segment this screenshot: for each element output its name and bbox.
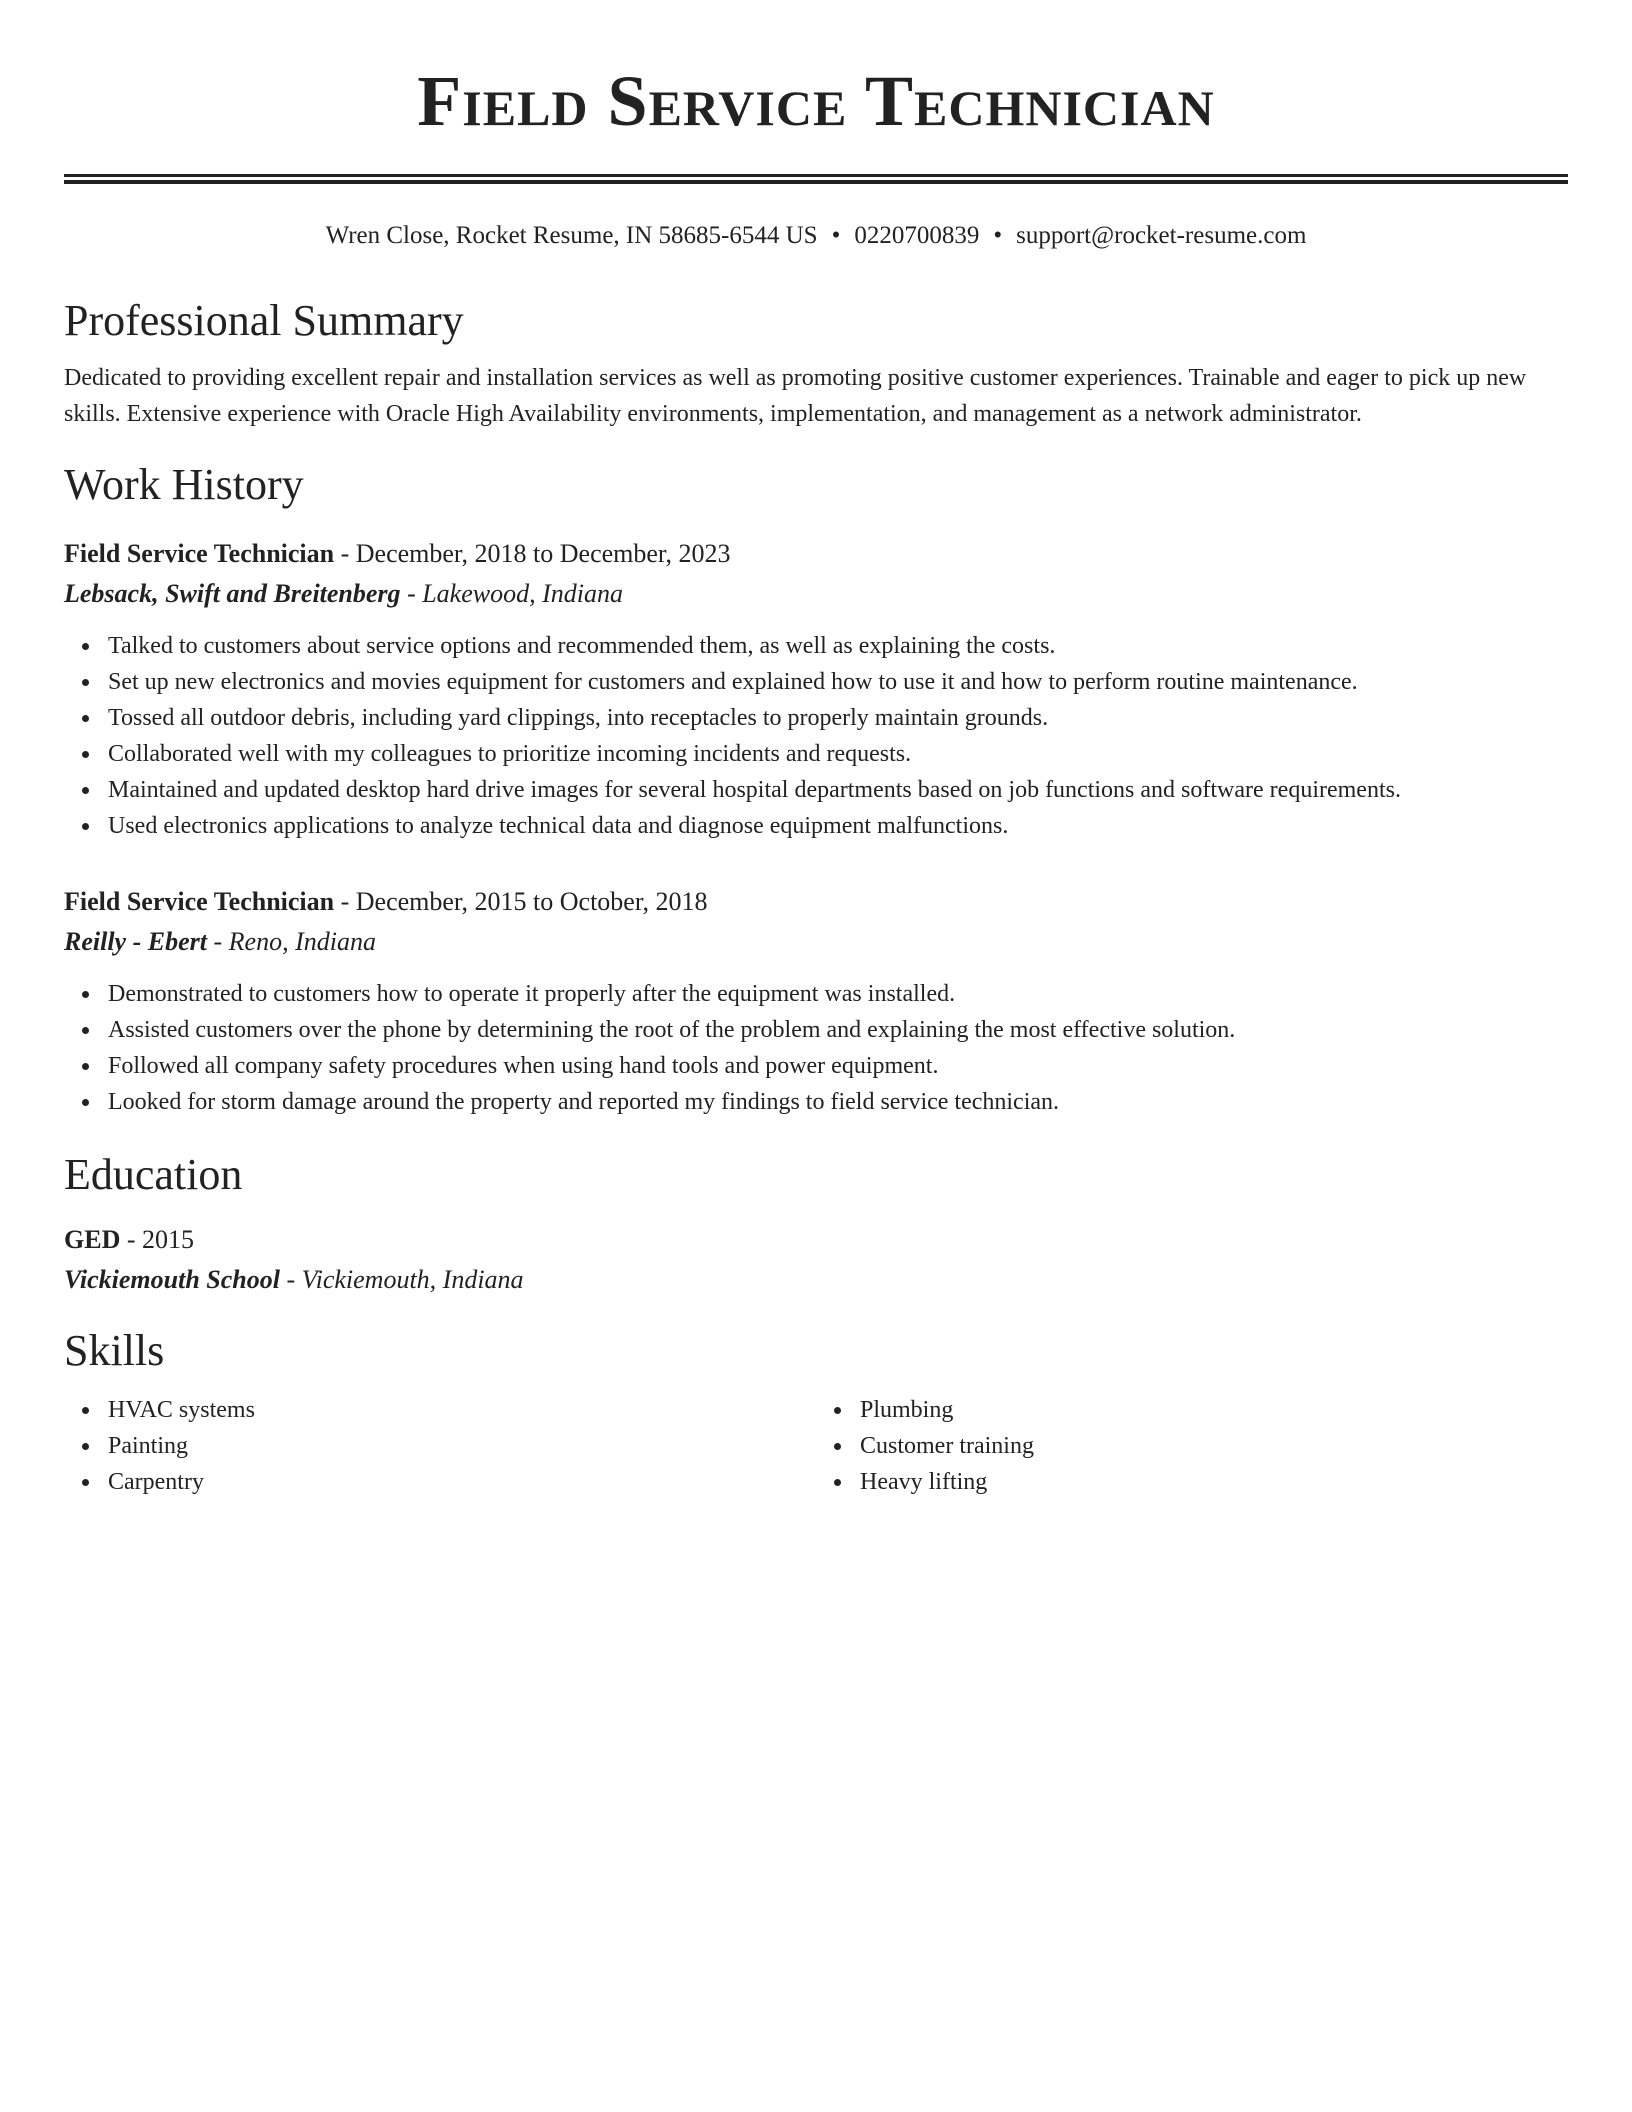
job-title: Field Service Technician	[64, 887, 335, 916]
job-location: - Lakewood, Indiana	[400, 579, 623, 608]
education-entry	[64, 1220, 1568, 1300]
job-entry	[64, 882, 1568, 1120]
job-duty-item: Maintained and updated desktop hard drive images for several hospital departments based on job functions and software requirements.	[108, 772, 1568, 808]
contact-phone: 0220700839	[854, 222, 980, 249]
job-company: Reilly - Ebert	[64, 927, 207, 956]
job-company: Lebsack, Swift and Breitenberg	[64, 579, 401, 608]
job-duty-item: Followed all company safety procedures when using hand tools and power equipment.	[108, 1048, 1568, 1084]
job-duty-item: Set up new electronics and movies equipment for customers and explained how to use it and how to perform routine maintenance.	[108, 664, 1568, 700]
skill-item: Plumbing	[860, 1392, 1568, 1428]
education-location: - Vickiemouth, Indiana	[280, 1265, 524, 1294]
job-dates: - December, 2018 to December, 2023	[334, 539, 731, 568]
contact-line	[64, 220, 1568, 252]
skill-item: Customer training	[860, 1428, 1568, 1464]
job-duty-item: Talked to customers about service options and recommended them, as well as explaining the costs.	[108, 628, 1568, 664]
skills-heading: Skills	[64, 1326, 165, 1375]
job-title-line	[64, 534, 1568, 574]
job-company-line	[64, 574, 1568, 614]
job-location: - Reno, Indiana	[206, 927, 376, 956]
header-double-rule	[64, 174, 1568, 184]
skills-list-right	[816, 1392, 1568, 1500]
work-history-heading: Work History	[64, 460, 304, 509]
education-school: Vickiemouth School	[64, 1265, 280, 1294]
resume-name-title: Field Service Technician	[417, 61, 1215, 141]
skill-item: Carpentry	[108, 1464, 816, 1500]
education-degree: GED	[64, 1225, 121, 1254]
job-title: Field Service Technician	[64, 539, 335, 568]
summary-heading: Professional Summary	[64, 296, 464, 345]
skill-item: HVAC systems	[108, 1392, 816, 1428]
education-year: - 2015	[120, 1225, 195, 1254]
contact-address: Wren Close, Rocket Resume, IN 58685-6544 US	[325, 222, 818, 249]
contact-separator: •	[993, 222, 1003, 249]
job-duty-item: Used electronics applications to analyze technical data and diagnose equipment malfunctions.	[108, 808, 1568, 844]
job-duty-item: Tossed all outdoor debris, including yard clippings, into receptacles to properly maintain grounds.	[108, 700, 1568, 736]
education-school-line	[64, 1260, 1568, 1300]
job-title-line	[64, 882, 1568, 922]
summary-text: Dedicated to providing excellent repair and installation services as well as promoting positive customer experiences. Trainable and eager to pick up new skills. Extensive experience with Oracle High Availability environments, implementation, and management as a network administrator.	[64, 365, 1527, 427]
job-duty-item: Collaborated well with my colleagues to prioritize incoming incidents and requests.	[108, 736, 1568, 772]
education-heading: Education	[64, 1150, 243, 1199]
skills-list-left	[64, 1392, 816, 1500]
job-entry	[64, 534, 1568, 844]
skill-item: Heavy lifting	[860, 1464, 1568, 1500]
education-degree-line	[64, 1220, 1568, 1260]
skills-grid	[64, 1392, 1568, 1500]
skill-item: Painting	[108, 1428, 816, 1464]
job-duties-list	[64, 976, 1568, 1120]
job-duty-item: Assisted customers over the phone by determining the root of the problem and explaining the most effective solution.	[108, 1012, 1568, 1048]
job-duty-item: Demonstrated to customers how to operate it properly after the equipment was installed.	[108, 976, 1568, 1012]
contact-separator: •	[831, 222, 841, 249]
job-duty-item: Looked for storm damage around the property and reported my findings to field service technician.	[108, 1084, 1568, 1120]
job-company-line	[64, 922, 1568, 962]
job-duties-list	[64, 628, 1568, 844]
contact-email: support@rocket-resume.com	[1016, 222, 1307, 249]
job-dates: - December, 2015 to October, 2018	[334, 887, 708, 916]
